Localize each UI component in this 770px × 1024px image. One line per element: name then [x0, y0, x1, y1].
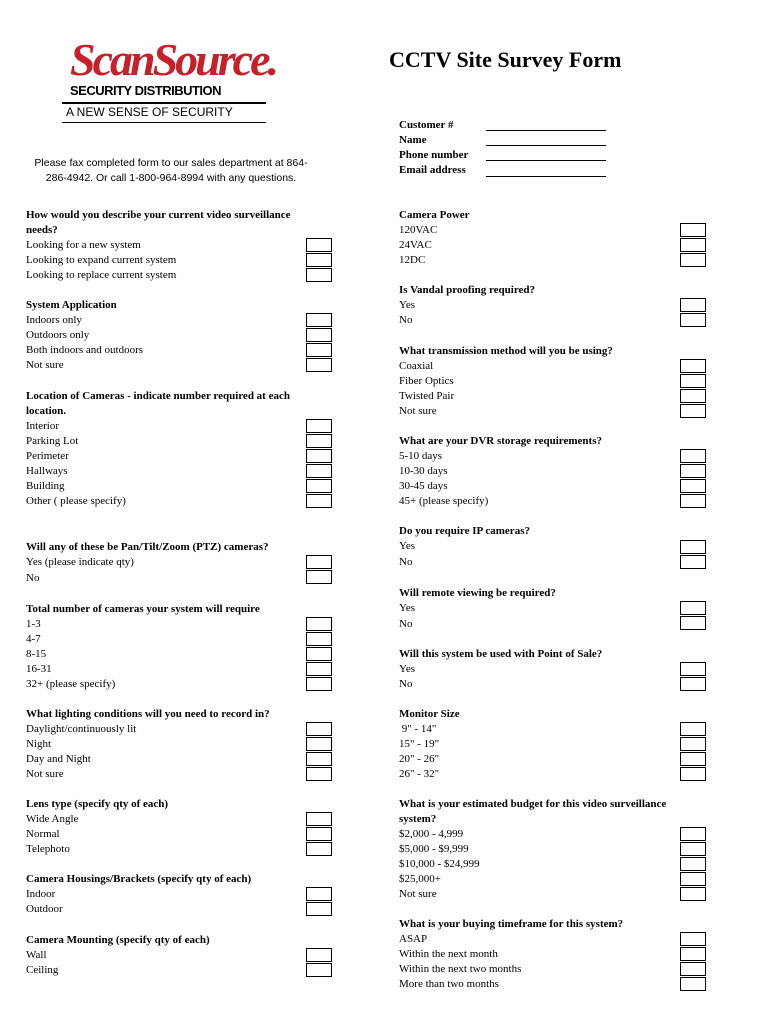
- option-label: No: [26, 572, 40, 584]
- option-label: Hallways: [26, 465, 68, 477]
- checkbox-pos-no[interactable]: [680, 677, 706, 691]
- customer-number-label: Customer #: [399, 119, 454, 131]
- option-label: Not sure: [399, 888, 437, 900]
- question-application: System Application: [26, 299, 117, 311]
- question-ip: Do you require IP cameras?: [399, 525, 530, 537]
- checkbox-ip-yes[interactable]: [680, 540, 706, 554]
- question-remote: Will remote viewing be required?: [399, 587, 556, 599]
- checkbox-day-and-night[interactable]: [306, 752, 332, 766]
- option-label: Normal: [26, 828, 60, 840]
- option-label: ASAP: [399, 933, 428, 945]
- checkbox-fiber-optics[interactable]: [680, 374, 706, 388]
- checkbox-budget-2000[interactable]: [680, 827, 706, 841]
- email-label: Email address: [399, 164, 466, 176]
- question-housings: Camera Housings/Brackets (specify qty of each): [26, 873, 252, 885]
- checkbox-next-two-months[interactable]: [680, 962, 706, 976]
- question-needs-cont: needs?: [26, 224, 58, 236]
- name-label: Name: [399, 134, 427, 146]
- phone-label: Phone number: [399, 149, 469, 161]
- option-label: Outdoor: [26, 903, 63, 915]
- option-label: Both indoors and outdoors: [26, 344, 144, 356]
- option-label: Yes (please indicate qty): [26, 556, 134, 568]
- option-label: 32+ (please specify): [26, 678, 116, 690]
- checkbox-ptz-no[interactable]: [306, 570, 332, 584]
- option-label: $10,000 - $24,999: [399, 858, 480, 870]
- question-total: Total number of cameras your system will require: [26, 603, 260, 615]
- checkbox-dvr-5-10[interactable]: [680, 449, 706, 463]
- option-label: Fiber Optics: [399, 375, 454, 387]
- checkbox-total-4-7[interactable]: [306, 632, 332, 646]
- option-label: No: [399, 314, 413, 326]
- checkbox-indoors[interactable]: [306, 313, 332, 327]
- checkbox-pos-yes[interactable]: [680, 662, 706, 676]
- option-label: Twisted Pair: [399, 390, 455, 402]
- option-label: Ceiling: [26, 964, 59, 976]
- option-label: 120VAC: [399, 224, 438, 236]
- checkbox-twisted-pair[interactable]: [680, 389, 706, 403]
- checkbox-budget-5000[interactable]: [680, 842, 706, 856]
- checkbox-replace-system[interactable]: [306, 268, 332, 282]
- checkbox-location-other[interactable]: [306, 494, 332, 508]
- checkbox-monitor-20-26[interactable]: [680, 752, 706, 766]
- checkbox-housing-outdoor[interactable]: [306, 902, 332, 916]
- logo-tagline: A NEW SENSE OF SECURITY: [66, 105, 233, 119]
- checkbox-both[interactable]: [306, 343, 332, 357]
- question-ptz: Will any of these be Pan/Tilt/Zoom (PTZ) cameras?: [26, 541, 269, 553]
- checkbox-monitor-15-19[interactable]: [680, 737, 706, 751]
- option-label: $2,000 - 4,999: [399, 828, 464, 840]
- option-label: Wall: [26, 949, 47, 961]
- question-timeframe: What is your buying timeframe for this system?: [399, 918, 624, 930]
- question-transmission: What transmission method will you be using?: [399, 345, 613, 357]
- checkbox-remote-yes[interactable]: [680, 601, 706, 615]
- option-label: Telephoto: [26, 843, 70, 855]
- checkbox-remote-no[interactable]: [680, 616, 706, 630]
- option-label: 9" - 14": [399, 723, 437, 735]
- checkbox-ptz-yes[interactable]: [306, 555, 332, 569]
- logo-division: SECURITY DISTRIBUTION: [70, 83, 222, 98]
- option-label: 45+ (please specify): [399, 495, 489, 507]
- checkbox-outdoors[interactable]: [306, 328, 332, 342]
- checkbox-12dc[interactable]: [680, 253, 706, 267]
- checkbox-transmission-not-sure[interactable]: [680, 404, 706, 418]
- option-label: Coaxial: [399, 360, 434, 372]
- checkbox-budget-not-sure[interactable]: [680, 887, 706, 901]
- checkbox-housing-indoor[interactable]: [306, 887, 332, 901]
- option-label: Yes: [399, 602, 416, 614]
- option-label: $5,000 - $9,999: [399, 843, 469, 855]
- option-label: Not sure: [26, 359, 64, 371]
- question-power: Camera Power: [399, 209, 470, 221]
- checkbox-120vac[interactable]: [680, 223, 706, 237]
- question-vandal: Is Vandal proofing required?: [399, 284, 536, 296]
- option-label: 8-15: [26, 648, 47, 660]
- option-label: 20" - 26": [399, 753, 440, 765]
- option-label: Daylight/continuously lit: [26, 723, 137, 735]
- option-label: Looking to replace current system: [26, 269, 177, 281]
- checkbox-wide-angle[interactable]: [306, 812, 332, 826]
- option-label: Perimeter: [26, 450, 69, 462]
- checkbox-next-month[interactable]: [680, 947, 706, 961]
- question-location-cont: location.: [26, 405, 67, 417]
- checkbox-dvr-10-30[interactable]: [680, 464, 706, 478]
- option-label: 15" - 19": [399, 738, 440, 750]
- checkbox-parking-lot[interactable]: [306, 434, 332, 448]
- checkbox-new-system[interactable]: [306, 238, 332, 252]
- checkbox-dvr-45-plus[interactable]: [680, 494, 706, 508]
- form-title: CCTV Site Survey Form: [389, 47, 622, 72]
- checkbox-daylight[interactable]: [306, 722, 332, 736]
- question-budget-cont: system?: [399, 813, 437, 825]
- checkbox-expand-system[interactable]: [306, 253, 332, 267]
- checkbox-more-than-two-months[interactable]: [680, 977, 706, 991]
- checkbox-asap[interactable]: [680, 932, 706, 946]
- scansource-logo: [62, 33, 276, 128]
- checkbox-dvr-30-45[interactable]: [680, 479, 706, 493]
- logo-divider-bottom: [62, 122, 266, 123]
- question-lens: Lens type (specify qty of each): [26, 798, 169, 810]
- name-field[interactable]: [486, 145, 606, 146]
- option-label: Day and Night: [26, 753, 91, 765]
- option-label: No: [399, 556, 413, 568]
- option-label: 12DC: [399, 254, 426, 266]
- option-label: Indoors only: [26, 314, 82, 326]
- option-label: Within the next month: [399, 948, 498, 960]
- checkbox-telephoto[interactable]: [306, 842, 332, 856]
- checkbox-lighting-not-sure[interactable]: [306, 767, 332, 781]
- option-label: Parking Lot: [26, 435, 79, 447]
- option-label: Yes: [399, 540, 416, 552]
- option-label: Not sure: [26, 768, 64, 780]
- option-label: 5-10 days: [399, 450, 443, 462]
- question-dvr: What are your DVR storage requirements?: [399, 435, 602, 447]
- option-label: 4-7: [26, 633, 41, 645]
- option-label: Interior: [26, 420, 59, 432]
- question-mounting: Camera Mounting (specify qty of each): [26, 934, 210, 946]
- question-monitor: Monitor Size: [399, 708, 460, 720]
- checkbox-total-1-3[interactable]: [306, 617, 332, 631]
- option-label: No: [399, 618, 413, 630]
- checkbox-total-16-31[interactable]: [306, 662, 332, 676]
- option-label: Building: [26, 480, 65, 492]
- option-label: No: [399, 678, 413, 690]
- option-label: Within the next two months: [399, 963, 522, 975]
- fax-instructions: Please fax completed form to our sales department at 864-286-4942. Or call 1-800-964-8994 with any questions.: [34, 157, 308, 184]
- option-label: 1-3: [26, 618, 41, 630]
- option-label: $25,000+: [399, 873, 441, 885]
- option-label: 30-45 days: [399, 480, 448, 492]
- checkbox-budget-10000[interactable]: [680, 857, 706, 871]
- option-label: Night: [26, 738, 52, 750]
- option-label: 24VAC: [399, 239, 432, 251]
- question-location: Location of Cameras - indicate number required at each: [26, 390, 290, 402]
- option-label: More than two months: [399, 978, 499, 990]
- customer-number-field[interactable]: [486, 130, 606, 131]
- question-lighting: What lighting conditions will you need to record in?: [26, 708, 270, 720]
- checkbox-monitor-26-32[interactable]: [680, 767, 706, 781]
- question-budget: What is your estimated budget for this video surveillance: [399, 798, 667, 810]
- checkbox-vandal-no[interactable]: [680, 313, 706, 327]
- checkbox-night[interactable]: [306, 737, 332, 751]
- option-label: 10-30 days: [399, 465, 448, 477]
- option-label: 26" - 32": [399, 768, 440, 780]
- option-label: Looking for a new system: [26, 239, 141, 251]
- checkbox-monitor-9-14[interactable]: [680, 722, 706, 736]
- phone-field[interactable]: [486, 160, 606, 161]
- option-label: Other ( please specify): [26, 495, 126, 507]
- checkbox-total-8-15[interactable]: [306, 647, 332, 661]
- option-label: Not sure: [399, 405, 437, 417]
- option-label: Wide Angle: [26, 813, 79, 825]
- email-field[interactable]: [486, 176, 606, 177]
- option-label: Outdoors only: [26, 329, 90, 341]
- checkbox-mount-ceiling[interactable]: [306, 963, 332, 977]
- checkbox-budget-25000[interactable]: [680, 872, 706, 886]
- checkbox-mount-wall[interactable]: [306, 948, 332, 962]
- checkbox-building[interactable]: [306, 479, 332, 493]
- checkbox-normal[interactable]: [306, 827, 332, 841]
- option-label: Yes: [399, 663, 416, 675]
- checkbox-vandal-yes[interactable]: [680, 298, 706, 312]
- checkbox-total-32-plus[interactable]: [306, 677, 332, 691]
- checkbox-coaxial[interactable]: [680, 359, 706, 373]
- option-label: Looking to expand current system: [26, 254, 177, 266]
- question-needs: How would you describe your current video surveillance: [26, 209, 291, 221]
- logo-brand: ScanSource.: [70, 34, 276, 85]
- checkbox-24vac[interactable]: [680, 238, 706, 252]
- option-label: 16-31: [26, 663, 52, 675]
- checkbox-app-not-sure[interactable]: [306, 358, 332, 372]
- question-pos: Will this system be used with Point of Sale?: [399, 648, 603, 660]
- checkbox-ip-no[interactable]: [680, 555, 706, 569]
- option-label: Indoor: [26, 888, 56, 900]
- option-label: Yes: [399, 299, 416, 311]
- checkbox-perimeter[interactable]: [306, 449, 332, 463]
- checkbox-interior[interactable]: [306, 419, 332, 433]
- checkbox-hallways[interactable]: [306, 464, 332, 478]
